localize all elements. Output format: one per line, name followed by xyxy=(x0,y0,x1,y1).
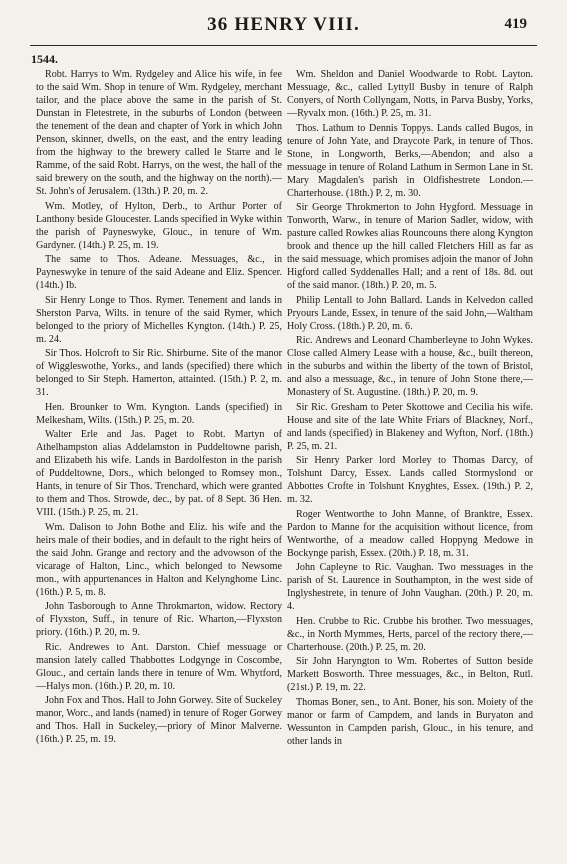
entry: Walter Erle and Jas. Paget to Robt. Martyn of Athelhampston alias Addelamston in Puddeltowne parish, and Elizabeth his wife. Lands in Bardolfeston in the parish of Puddeltowne, Dors., which belonged to Romsey mon., Hants, in tenure of Sir Thos. Trenchard, which were granted to them and Thos. Strowde, dec., by pat. of 8 Sept. 36 Hen. VIII. (15th.) P. 25, m. 21. xyxy=(36,429,282,518)
entry: Sir Henry Longe to Thos. Rymer. Tenement and lands in Sherston Parva, Wilts. in tenure of the said Rymer, which belonged to the priory of Michelles Kyngton. (14th.) P. 25, m. 24. xyxy=(36,294,282,345)
right-column xyxy=(287,68,533,749)
entry: Wm. Dalison to John Bothe and Eliz. his wife and the heirs male of their bodies, and in default to the right heirs of the said John. Grange and rectory and the advowson of the vicarage of Halton, Linc., which belonged to Newsome mon., with appurtenances in Halton and Kelynghome Linc. (16th.) P. 5, m. 8. xyxy=(36,521,282,598)
entry: Thos. Lathum to Dennis Toppys. Lands called Bugos, in tenure of John Yate, and Draycote Park, in tenure of Thos. Stone, in Longworth, Berks,—Abendon; and also a messuage in tenure of Roland Lathum in Sermon Lane in St. Mary Magdalen's parish in Oldfishestrete London.—Charterhouse. (18th.) P. 2, m. 30. xyxy=(287,122,533,199)
page-number: 419 xyxy=(504,16,527,32)
entry: Hen. Brounker to Wm. Kyngton. Lands (specified) in Melkesham, Wilts. (15th.) P. 25, m. 20. xyxy=(36,401,282,426)
entry: The same to Thos. Adeane. Messuages, &c., in Payneswyke in tenure of the said Adeane and Eliz. Spencer. (14th.) Ib. xyxy=(36,254,282,291)
entry: Sir John Haryngton to Wm. Robertes of Sutton beside Markett Bosworth. Three messuages, &c., in Belton, Rutl. (21st.) P. 19, m. 22. xyxy=(287,656,533,693)
left-column xyxy=(36,68,282,748)
entry: Sir Henry Parker lord Morley to Thomas Darcy, of Tolshunt Darcy, Essex. Lands called Stormyslond or Abbottes Crofte in Tolshunt Knyghtes, Essex. (19th.) P. 2, m. 32. xyxy=(287,455,533,505)
entry: Philip Lentall to John Ballard. Lands in Kelvedon called Pryours Lande, Essex, in tenure of the said John,—Waltham Holy Cross. (18th.) P. 20, m. 6. xyxy=(287,294,533,332)
entry: Sir Thos. Holcroft to Sir Ric. Shirburne. Site of the manor of Wiggleswothe, Yorks., and lands (specified) there which belonged to Sir Steph. Hamerton, attainted. (15th.) P. 2, m. 31. xyxy=(36,348,282,398)
entry: John Fox and Thos. Hall to John Gorwey. Site of Suckeley manor, Worc., and lands (named) in tenure of Roger Gorwey and Thos. Hall in Suckeley,—priory of Minor Malverne. (16th.) P. 25, m. 19. xyxy=(36,695,282,745)
entry: Roger Wentworthe to John Manne, of Branktre, Essex. Pardon to Manne for the acquisition without licence, from Wentworthe, of a meadow called Hoppyng Medowe in Bockynge parish, Essex. (20th.) P. 18, m. 31. xyxy=(287,508,533,559)
entry: Thomas Boner, sen., to Ant. Boner, his son. Moiety of the manor or farm of Campdem, and lands in Buryaton and Wessunton in Campden parish, Glouc., in his tenure, and other lands in xyxy=(287,696,533,747)
running-head: 36 HENRY VIII. xyxy=(207,14,360,35)
entry: Ric. Andrews and Leonard Chamberleyne to John Wykes. Close called Almery Lease with a house, &c., built thereon, in the suburbs and within the liberty of the town of Bristol, and also a messuage, &c., in tenure of John Stone there,—Monastery of St. Augustine. (18th.) P. 20, m. 9. xyxy=(287,335,533,398)
entry: Robt. Harrys to Wm. Rydgeley and Alice his wife, in fee to the said Wm. Shop in tenure of Wm. Rydgeley, merchant tailor, and the place above the same in the parish of St. Dunstan in Fletestrete, in the suburbs of London (between the tenement of the dean and chapter of York in which John Penson, skinner, dwells, on the east, and the entry leading from the highway to the brewery called le Starre and le Ramme, of the said Robt. Harrys, on the west, the hall of the said brewery on the south, and the highway on the north).—St. John's of Jerusalem. (13th.) P. 20, m. 2. xyxy=(36,69,282,197)
entry: Sir Ric. Gresham to Peter Skottowe and Cecilia his wife. House and site of the late White Friars of Blackney, Norf., and lands (specified) in Blakeney and Wyfton, Norf. (18th.) P. 25, m. 21. xyxy=(287,401,533,452)
header-rule xyxy=(30,45,537,46)
entry: Hen. Crubbe to Ric. Crubbe his brother. Two messuages, &c., in North Mymmes, Herts, parcel of the rectory there,—Charterhouse. (20th.) P. 25, m. 20. xyxy=(287,615,533,653)
entry: John Capleyne to Ric. Vaughan. Two messuages in the parish of St. Laurence in Southampton, in the west side of Inglyshestrete, in tenure of John Vaughan. (20th.) P. 20, m. 4. xyxy=(287,562,533,612)
entry: Wm. Motley, of Hylton, Derb., to Arthur Porter of Lanthony beside Gloucester. Lands specified in Wyke within the parish of Payneswyke, Glouc., in tenure of Wm. Gardyner. (14th.) P. 25, m. 19. xyxy=(36,200,282,251)
entry: Sir George Throkmerton to John Hygford. Messuage in Tonworth, Warw., in tenure of Marion Sadler, widow, with pasture called Rowkes alias Rouncouns there along Kyngton brook and thence up the hill called Fletchers Hill as far as the said messuage, which promises adjoin the manor of John Higford called Syddenalles Hall; and a rent of 18s. 8d. out of the said manor. (18th.) P. 20, m. 5. xyxy=(287,202,533,291)
entry: Ric. Andrewes to Ant. Darston. Chief messuage or mansion lately called Thabbottes Lodgynge in Coscombe, Glouc., and certain lands there in tenure of Wm. Whytford,—Halys mon. (16th.) P. 20, m. 10. xyxy=(36,641,282,692)
entry: John Tasborough to Anne Throkmarton, widow. Rectory of Flyxston, Suff., in tenure of Ric. Wharton,—Flyxston priory. (16th.) P. 20, m. 9. xyxy=(36,601,282,638)
page-header xyxy=(0,14,567,44)
year-marker: 1544. xyxy=(31,52,58,66)
entry: Wm. Sheldon and Daniel Woodwarde to Robt. Layton. Messuage, &c., called Lyttyll Busby in tenure of Ralph Conyers, of North Collyngam, Notts, in Parva Busby, Yorks,—Ryvalx mon. (16th.) P. 25, m. 31. xyxy=(287,69,533,119)
